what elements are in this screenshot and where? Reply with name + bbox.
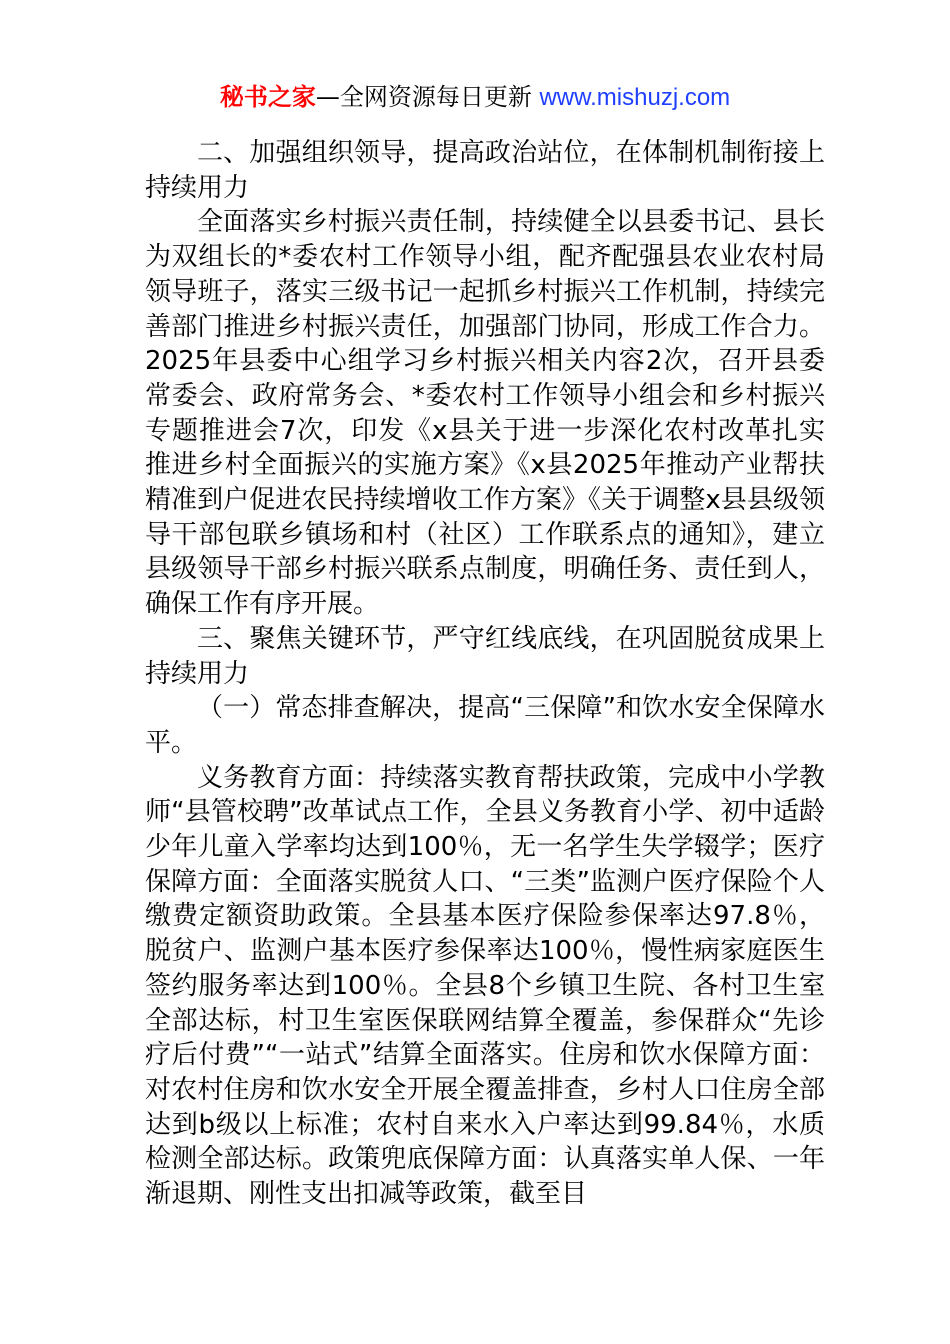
section-heading-2: 二、加强组织领导，提高政治站位，在体制机制衔接上持续用力 — [145, 138, 825, 203]
header-dash: — — [315, 83, 340, 111]
body-paragraph: 义务教育方面：持续落实教育帮扶政策，完成中小学教师“县管校聘”改革试点工作，全县义务教育小学、初中适龄少年儿童入学率均达到100％，无一名学生失学辍学；医疗保障方面：全面落实脱贫人口、“三类”监测户医疗保险个人缴费定额资助政策。全县基本医疗保险参保率达97.8％，脱贫户、监测户基本医疗参保率达100％，慢性病家庭医生签约服务率达到100％。全县8个乡镇卫生院、各村卫生室全部达标，村卫生室医保联网结算全覆盖，参保群众“先诊疗后付费”“一站式”结算全面落实。住房和饮水保障方面：对农村住房和饮水安全开展全覆盖排查，乡村人口住房全部达到b级以上标准；农村自来水入户率达到99.84％，水质检测全部达标。政策兜底保障方面：认真落实单人保、一年渐退期、刚性支出扣减等政策，截至目 — [145, 762, 825, 1210]
site-brand: 秘书之家 — [219, 83, 316, 111]
site-url-link[interactable]: www.mishuzj.com — [539, 84, 731, 111]
document-body — [145, 136, 825, 1212]
body-paragraph: 全面落实乡村振兴责任制，持续健全以县委书记、县长为双组长的*委农村工作领导小组，配齐配强县农业农村局领导班子，落实三级书记一起抓乡村振兴工作机制，持续完善部门推进乡村振兴责任，加强部门协同，形成工作合力。2025年县委中心组学习乡村振兴相关内容2次，召开县委常委会、政府常务会、*委农村工作领导小组会和乡村振兴专题推进会7次，印发《x县关于进一步深化农村改革扎实推进乡村全面振兴的实施方案》《x县2025年推动产业帮扶精准到户促进农民持续增收工作方案》《关于调整x县县级领导干部包联乡镇场和村（社区）工作联系点的通知》，建立县级领导干部乡村振兴联系点制度，明确任务、责任到人，确保工作有序开展。 — [145, 207, 825, 620]
section-heading-3: 三、聚焦关键环节，严守红线底线，在巩固脱贫成果上持续用力 — [145, 623, 825, 689]
site-header — [0, 80, 950, 115]
sub-heading: （一）常态排查解决，提高“三保障”和饮水安全保障水平。 — [145, 693, 825, 758]
header-tagline: 全网资源每日更新 — [339, 83, 532, 111]
